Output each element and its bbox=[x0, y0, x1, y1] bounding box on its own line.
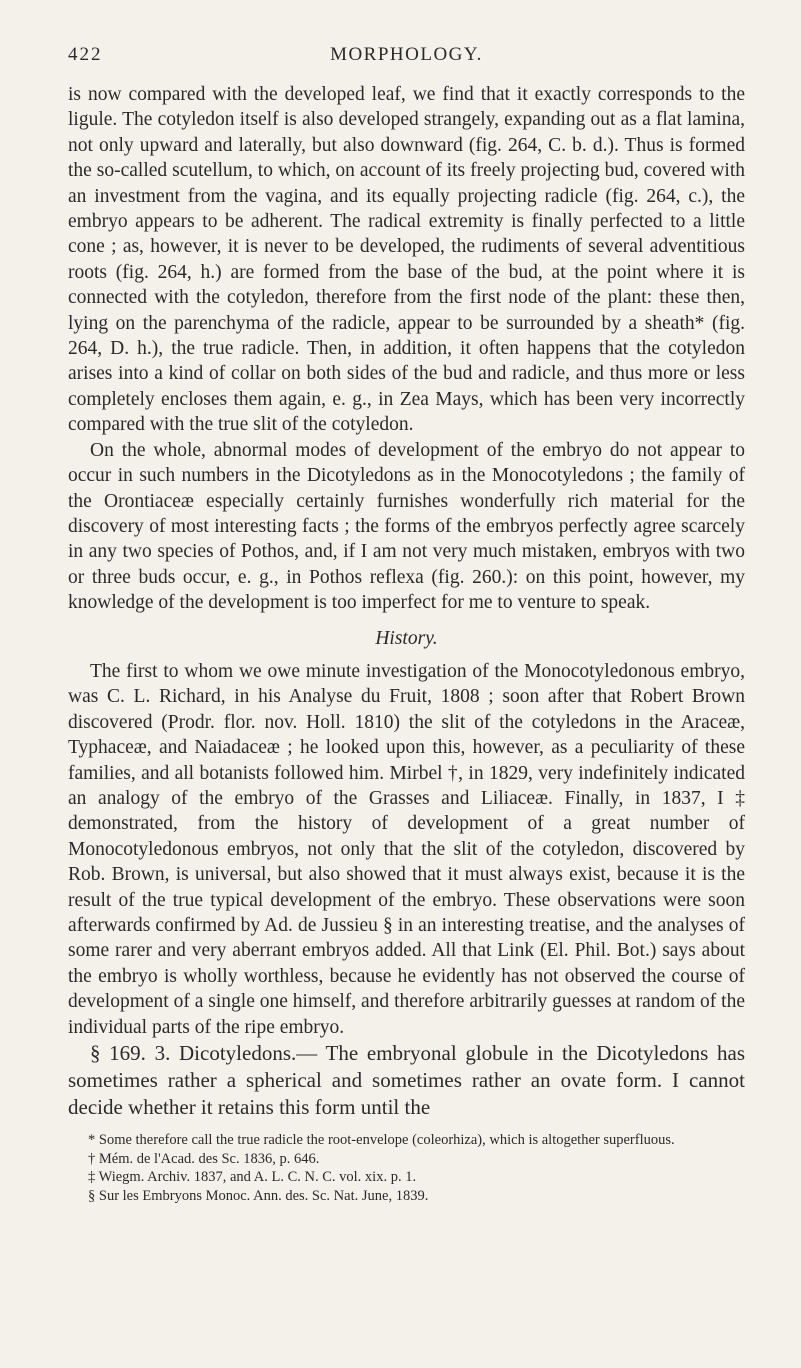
section-paragraph: § 169. 3. Dicotyledons.— The embryonal globule in the Dicotyledons has sometimes rather a spherical and sometimes rather an ovate form. I cannot decide whether it retains this form until the bbox=[68, 1041, 745, 1120]
footnote: § Sur les Embryons Monoc. Ann. des. Sc. Nat. June, 1839. bbox=[88, 1187, 429, 1204]
running-title: MORPHOLOGY. bbox=[330, 44, 483, 65]
footnote: ‡ Wiegm. Archiv. 1837, and A. L. C. N. C. vol. xix. p. 1. bbox=[88, 1169, 417, 1186]
page-number: 422 bbox=[68, 44, 103, 65]
section-169 bbox=[68, 1040, 745, 1121]
page-header bbox=[68, 44, 745, 74]
footnotes bbox=[68, 1131, 745, 1205]
history-paragraph: The first to whom we owe minute investigation of the Monocotyledonous embryo, was C. L. Richard, in his Analyse du Fruit, 1808 ; soon after that Robert Brown discovered (Prodr. flor. nov. Holl. 1810) the slit of the cotyledons in the Araceæ, Typhaceæ, and Naiadaceæ ; he looked upon this, however, as a peculiarity of these families, and all botanists followed him. Mirbel †, in 1829, very indefinitely indicated an analogy of the embryo of the Grasses and Liliaceæ. Finally, in 1837, I ‡ demonstrated, from the history of development of a great number of Monocotyledonous embryos, not only that the slit of the cotyledon, discovered by Rob. Brown, is universal, but also showed that it must always exist, because it is the result of the true typical development of the embryo. These observations were soon afterwards confirmed by Ad. de Jussieu § in an interesting treatise, and the analyses of some rarer and very aberrant embryos added. All that Link (El. Phil. Bot.) says about the embryo is wholly worthless, because he evidently has not observed the course of development of a single one himself, and therefore arbitrarily guesses at random of the individual parts of the ripe embryo. bbox=[68, 660, 745, 1038]
paragraph: On the whole, abnormal modes of development of the embryo do not appear to occur in such numbers in the Dicotyledons as in the Monocotyledons ; the family of the Orontiaceæ especially certainly furnishes wonderfully rich material for the discovery of most interesting facts ; the forms of the embryos perfectly agree scarcely in any two species of Pothos, and, if I am not very much mistaken, embryos with two or three buds occur, e. g., in Pothos reflexa (fig. 260.): on this point, however, my knowledge of the development is too imperfect for me to venture to speak. bbox=[68, 439, 745, 614]
paragraph: is now compared with the developed leaf, we find that it exactly corresponds to the ligule. The cotyledon itself is also developed strangely, expanding out as a flat lamina, not only upward and laterally, but also downward (fig. 264, C. b. d.). Thus is formed the so-called scutellum, to which, on account of its freely projecting bud, covered with an investment from the vagina, and its equally projecting radicle (fig. 264, c.), the embryo appears to be adherent. The radical extremity is finally perfected to a little cone ; as, however, it is never to be developed, the rudiments of several adventitious roots (fig. 264, h.) are formed from the base of the bud, at the point where it is connected with the cotyledon, therefore from the first node of the plant: these then, lying on the parenchyma of the radicle, appear to be surrounded by a sheath* (fig. 264, D. h.), the true radicle. Then, in addition, it often happens that the cotyledon arises into a kind of collar on both sides of the bud and radicle, and thus more or less completely encloses them again, e. g., in Zea Mays, which has been very incorrectly compared with the true slit of the cotyledon. bbox=[68, 84, 745, 436]
footnote: † Mém. de l'Acad. des Sc. 1836, p. 646. bbox=[88, 1150, 320, 1167]
footnote: * Some therefore call the true radicle the root-envelope (coleorhiza), which is altogether superfluous. bbox=[88, 1132, 675, 1149]
history-heading: History. bbox=[375, 627, 438, 649]
main-text bbox=[68, 82, 745, 1121]
